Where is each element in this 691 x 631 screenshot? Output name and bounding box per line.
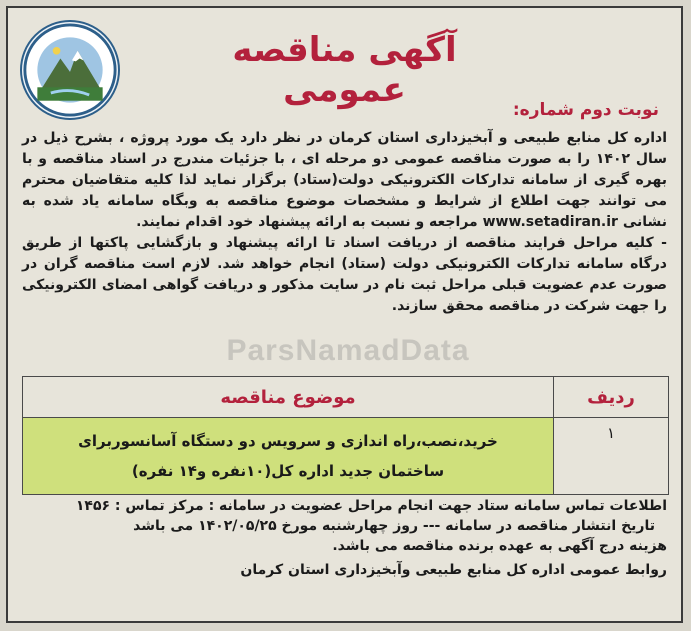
website-link[interactable]: www.setadiran.ir bbox=[482, 214, 618, 230]
mountain-emblem-icon bbox=[22, 22, 118, 118]
page-title: آگهی مناقصه عمومی bbox=[232, 30, 457, 110]
cost-note: هزینه درج آگهی به عهده برنده مناقصه می باشد. bbox=[332, 538, 667, 554]
notice-footer bbox=[22, 496, 667, 580]
signature: روابط عمومی اداره کل منابع طبیعی وآبخیزداری استان کرمان bbox=[240, 562, 667, 578]
paragraph-1-text: اداره کل منابع طبیعی و آبخیزداری استان کرمان در نظر دارد یک مورد پروژه ، بشرح ذیل در سال ۱۴۰۲ را به صورت مناقصه عمومی دو مرحله ای ، با جزئیات مندرج در اسناد مناقصه و با بهره گیری از سامانه تدارکات الکترونیکی دولت(ستاد) برگزار نماید لذا کلیه متقاضیان محترم می توانند جهت اطلاع از شرایط و مشخصات موضوع مناقصه به وبگاه سامانه یاد شده به نشانی bbox=[22, 130, 668, 230]
watermark-text: ParsNamadData bbox=[226, 334, 470, 367]
notice-page bbox=[6, 6, 683, 623]
subject-line-2: ساختمان جدید اداره کل(۱۰نفره و۱۴ نفره) bbox=[131, 462, 445, 480]
row-subject bbox=[23, 418, 554, 495]
notice-paragraph-2: - کلیه مراحل فرایند مناقصه از دریافت اسناد تا ارائه پیشنهاد و بازگشایی پاکتها از طریق درگاه سامانه تدارکات الکترونیکی دولت (ستاد) انجام خواهد شد. لازم است مناقصه گران در صورت عدم عضویت قبلی مراحل ثبت نام در سایت مذکور و دریافت گواهی امضای الکترونیکی را جهت شرکت در مناقصه محقق سازند. bbox=[22, 235, 667, 314]
round-label: نوبت دوم شماره: bbox=[512, 100, 659, 120]
table-row bbox=[23, 418, 669, 495]
notice-paragraph-1 bbox=[22, 128, 667, 233]
notice-body bbox=[22, 128, 667, 317]
header-subject: موضوع مناقصه bbox=[23, 377, 554, 418]
publish-date: تاریخ انتشار مناقصه در سامانه --- روز چهارشنبه مورخ ۱۴۰۲/۰۵/۲۵ می باشد bbox=[133, 518, 655, 534]
emblem-logo bbox=[20, 20, 120, 120]
tender-table bbox=[22, 376, 669, 495]
contact-info: اطلاعات تماس سامانه ستاد جهت انجام مراحل عضویت در سامانه : مرکز تماس : ۱۴۵۶ bbox=[75, 498, 667, 514]
table-header-row bbox=[23, 377, 669, 418]
row-number: ۱ bbox=[554, 418, 669, 495]
subject-line-1: خرید،نصب،راه اندازی و سرویس دو دستگاه آسانسوربرای bbox=[78, 432, 498, 450]
header-row-number: ردیف bbox=[554, 377, 669, 418]
paragraph-1-end: مراجعه و نسبت به ارائه پیشنهاد خود اقدام نمایند. bbox=[136, 214, 478, 230]
